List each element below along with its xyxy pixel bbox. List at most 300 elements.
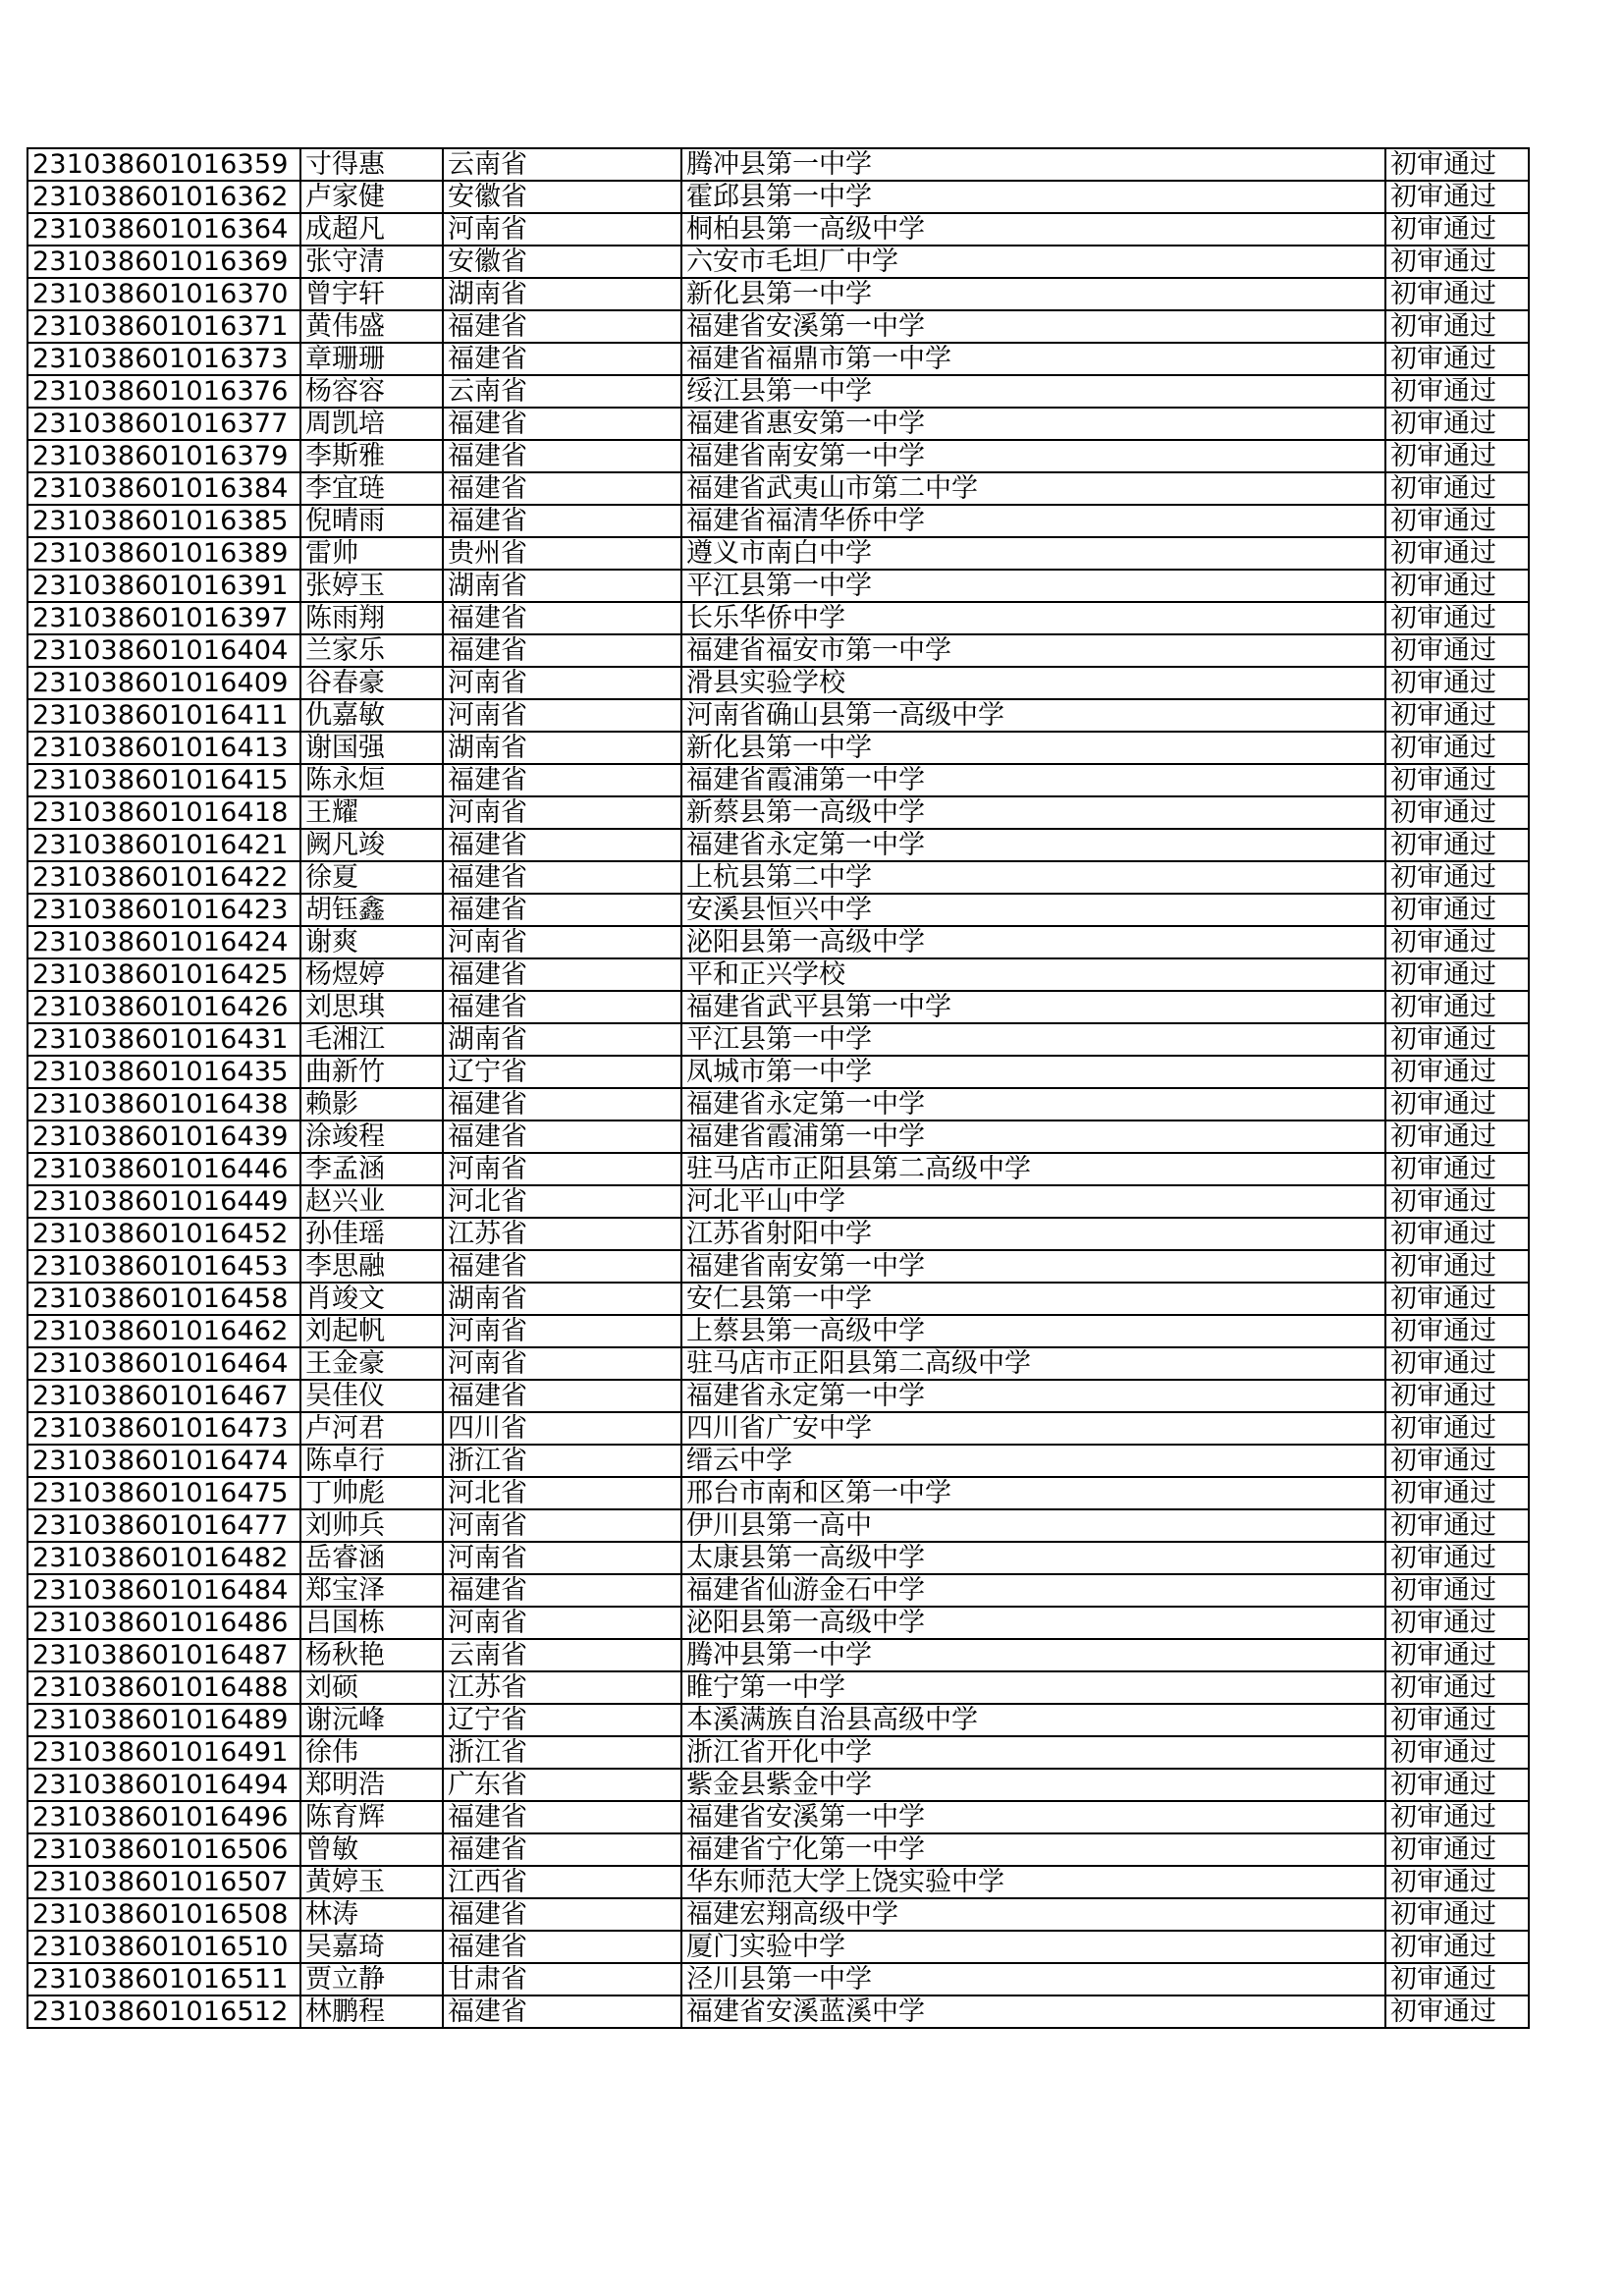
status-cell: 初审通过 (1385, 634, 1529, 667)
name-cell: 徐伟 (300, 1736, 443, 1769)
table-row (27, 1283, 1529, 1315)
province-cell: 湖南省 (443, 732, 681, 764)
school-cell: 江苏省射阳中学 (681, 1218, 1385, 1250)
status-cell: 初审通过 (1385, 408, 1529, 440)
name-cell: 谢国强 (300, 732, 443, 764)
candidate-id-cell: 231038601016452 (27, 1218, 300, 1250)
school-cell: 福建省永定第一中学 (681, 829, 1385, 861)
school-cell: 福建省安溪蓝溪中学 (681, 1995, 1385, 2028)
table-row (27, 1931, 1529, 1963)
province-cell: 江西省 (443, 1866, 681, 1898)
table-row (27, 829, 1529, 861)
province-cell: 河南省 (443, 667, 681, 699)
name-cell: 李思融 (300, 1250, 443, 1283)
province-cell: 广东省 (443, 1769, 681, 1801)
status-cell: 初审通过 (1385, 1023, 1529, 1056)
province-cell: 福建省 (443, 408, 681, 440)
name-cell: 毛湘江 (300, 1023, 443, 1056)
name-cell: 黄伟盛 (300, 310, 443, 343)
table-row (27, 602, 1529, 634)
candidate-id-cell: 231038601016415 (27, 764, 300, 796)
school-cell: 新蔡县第一高级中学 (681, 796, 1385, 829)
table-row (27, 861, 1529, 894)
school-cell: 平和正兴学校 (681, 958, 1385, 991)
candidate-id-cell: 231038601016377 (27, 408, 300, 440)
candidate-id-cell: 231038601016487 (27, 1639, 300, 1671)
province-cell: 福建省 (443, 894, 681, 926)
name-cell: 倪晴雨 (300, 505, 443, 537)
status-cell: 初审通过 (1385, 1056, 1529, 1088)
school-cell: 福建省霞浦第一中学 (681, 1121, 1385, 1153)
school-cell: 驻马店市正阳县第二高级中学 (681, 1153, 1385, 1185)
candidate-id-cell: 231038601016359 (27, 148, 300, 181)
status-cell: 初审通过 (1385, 310, 1529, 343)
table-row (27, 440, 1529, 472)
name-cell: 赵兴业 (300, 1185, 443, 1218)
table-row (27, 1347, 1529, 1380)
name-cell: 卢河君 (300, 1412, 443, 1445)
school-cell: 福建省仙游金石中学 (681, 1574, 1385, 1607)
status-cell: 初审通过 (1385, 1542, 1529, 1574)
table-row (27, 408, 1529, 440)
school-cell: 福建省福安市第一中学 (681, 634, 1385, 667)
candidate-id-cell: 231038601016510 (27, 1931, 300, 1963)
candidate-id-cell: 231038601016494 (27, 1769, 300, 1801)
name-cell: 李孟涵 (300, 1153, 443, 1185)
school-cell: 安仁县第一中学 (681, 1283, 1385, 1315)
status-cell: 初审通过 (1385, 375, 1529, 408)
candidate-id-cell: 231038601016491 (27, 1736, 300, 1769)
school-cell: 四川省广安中学 (681, 1412, 1385, 1445)
status-cell: 初审通过 (1385, 894, 1529, 926)
school-cell: 长乐华侨中学 (681, 602, 1385, 634)
table-row (27, 634, 1529, 667)
table-row (27, 1445, 1529, 1477)
province-cell: 江苏省 (443, 1671, 681, 1704)
table-row (27, 1833, 1529, 1866)
name-cell: 杨煜婷 (300, 958, 443, 991)
school-cell: 福建省南安第一中学 (681, 1250, 1385, 1283)
table-row (27, 1963, 1529, 1995)
status-cell: 初审通过 (1385, 1509, 1529, 1542)
name-cell: 谢爽 (300, 926, 443, 958)
candidate-id-cell: 231038601016424 (27, 926, 300, 958)
name-cell: 杨容容 (300, 375, 443, 408)
status-cell: 初审通过 (1385, 1315, 1529, 1347)
province-cell: 湖南省 (443, 1283, 681, 1315)
status-cell: 初审通过 (1385, 829, 1529, 861)
candidate-id-cell: 231038601016404 (27, 634, 300, 667)
province-cell: 河南省 (443, 1153, 681, 1185)
school-cell: 腾冲县第一中学 (681, 1639, 1385, 1671)
school-cell: 福建省永定第一中学 (681, 1088, 1385, 1121)
name-cell: 杨秋艳 (300, 1639, 443, 1671)
school-cell: 新化县第一中学 (681, 732, 1385, 764)
school-cell: 腾冲县第一中学 (681, 148, 1385, 181)
name-cell: 吴嘉琦 (300, 1931, 443, 1963)
table-row (27, 667, 1529, 699)
table-row (27, 570, 1529, 602)
candidate-id-cell: 231038601016364 (27, 213, 300, 246)
province-cell: 福建省 (443, 505, 681, 537)
province-cell: 河南省 (443, 699, 681, 732)
school-cell: 华东师范大学上饶实验中学 (681, 1866, 1385, 1898)
status-cell: 初审通过 (1385, 1185, 1529, 1218)
table-row (27, 991, 1529, 1023)
name-cell: 曲新竹 (300, 1056, 443, 1088)
province-cell: 福建省 (443, 343, 681, 375)
table-row (27, 1671, 1529, 1704)
province-cell: 云南省 (443, 375, 681, 408)
candidate-id-cell: 231038601016411 (27, 699, 300, 732)
name-cell: 曾敏 (300, 1833, 443, 1866)
table-body (27, 148, 1529, 2028)
school-cell: 上蔡县第一高级中学 (681, 1315, 1385, 1347)
name-cell: 张守清 (300, 246, 443, 278)
candidate-id-cell: 231038601016376 (27, 375, 300, 408)
province-cell: 福建省 (443, 1801, 681, 1833)
province-cell: 福建省 (443, 1931, 681, 1963)
candidate-id-cell: 231038601016477 (27, 1509, 300, 1542)
status-cell: 初审通过 (1385, 1833, 1529, 1866)
status-cell: 初审通过 (1385, 440, 1529, 472)
province-cell: 湖南省 (443, 278, 681, 310)
province-cell: 河南省 (443, 1347, 681, 1380)
province-cell: 福建省 (443, 764, 681, 796)
table-row (27, 537, 1529, 570)
province-cell: 福建省 (443, 440, 681, 472)
candidate-id-cell: 231038601016453 (27, 1250, 300, 1283)
status-cell: 初审通过 (1385, 278, 1529, 310)
province-cell: 福建省 (443, 1898, 681, 1931)
school-cell: 霍邱县第一中学 (681, 181, 1385, 213)
candidate-id-cell: 231038601016464 (27, 1347, 300, 1380)
candidate-id-cell: 231038601016474 (27, 1445, 300, 1477)
candidate-id-cell: 231038601016475 (27, 1477, 300, 1509)
table-row (27, 343, 1529, 375)
status-cell: 初审通过 (1385, 764, 1529, 796)
province-cell: 福建省 (443, 310, 681, 343)
name-cell: 卢家健 (300, 181, 443, 213)
table-row (27, 148, 1529, 181)
status-cell: 初审通过 (1385, 1736, 1529, 1769)
name-cell: 李斯雅 (300, 440, 443, 472)
province-cell: 福建省 (443, 991, 681, 1023)
province-cell: 河南省 (443, 1315, 681, 1347)
status-cell: 初审通过 (1385, 1801, 1529, 1833)
school-cell: 福建省武夷山市第二中学 (681, 472, 1385, 505)
candidate-id-cell: 231038601016397 (27, 602, 300, 634)
candidate-id-cell: 231038601016373 (27, 343, 300, 375)
name-cell: 吴佳仪 (300, 1380, 443, 1412)
candidate-id-cell: 231038601016507 (27, 1866, 300, 1898)
candidate-id-cell: 231038601016449 (27, 1185, 300, 1218)
name-cell: 兰家乐 (300, 634, 443, 667)
table-row (27, 1995, 1529, 2028)
school-cell: 六安市毛坦厂中学 (681, 246, 1385, 278)
school-cell: 驻马店市正阳县第二高级中学 (681, 1347, 1385, 1380)
school-cell: 本溪满族自治县高级中学 (681, 1704, 1385, 1736)
province-cell: 河北省 (443, 1477, 681, 1509)
candidate-id-cell: 231038601016506 (27, 1833, 300, 1866)
school-cell: 福建省福清华侨中学 (681, 505, 1385, 537)
table-row (27, 1121, 1529, 1153)
province-cell: 福建省 (443, 472, 681, 505)
province-cell: 福建省 (443, 1121, 681, 1153)
province-cell: 河南省 (443, 926, 681, 958)
school-cell: 睢宁第一中学 (681, 1671, 1385, 1704)
candidate-id-cell: 231038601016508 (27, 1898, 300, 1931)
status-cell: 初审通过 (1385, 732, 1529, 764)
school-cell: 泾川县第一中学 (681, 1963, 1385, 1995)
candidate-id-cell: 231038601016422 (27, 861, 300, 894)
status-cell: 初审通过 (1385, 991, 1529, 1023)
status-cell: 初审通过 (1385, 1607, 1529, 1639)
school-cell: 遵义市南白中学 (681, 537, 1385, 570)
status-cell: 初审通过 (1385, 1121, 1529, 1153)
candidate-id-cell: 231038601016435 (27, 1056, 300, 1088)
candidate-id-cell: 231038601016438 (27, 1088, 300, 1121)
province-cell: 河北省 (443, 1185, 681, 1218)
name-cell: 刘思琪 (300, 991, 443, 1023)
table-row (27, 796, 1529, 829)
table-row (27, 1412, 1529, 1445)
province-cell: 甘肃省 (443, 1963, 681, 1995)
school-cell: 福建省福鼎市第一中学 (681, 343, 1385, 375)
table-row (27, 894, 1529, 926)
candidate-id-cell: 231038601016413 (27, 732, 300, 764)
table-row (27, 1898, 1529, 1931)
status-cell: 初审通过 (1385, 1250, 1529, 1283)
status-cell: 初审通过 (1385, 699, 1529, 732)
candidate-id-cell: 231038601016446 (27, 1153, 300, 1185)
status-cell: 初审通过 (1385, 1704, 1529, 1736)
name-cell: 刘起帆 (300, 1315, 443, 1347)
table-row (27, 278, 1529, 310)
candidate-id-cell: 231038601016496 (27, 1801, 300, 1833)
school-cell: 泌阳县第一高级中学 (681, 1607, 1385, 1639)
table-row (27, 1769, 1529, 1801)
province-cell: 浙江省 (443, 1736, 681, 1769)
candidate-id-cell: 231038601016409 (27, 667, 300, 699)
name-cell: 谢沅峰 (300, 1704, 443, 1736)
status-cell: 初审通过 (1385, 667, 1529, 699)
school-cell: 福建省惠安第一中学 (681, 408, 1385, 440)
status-cell: 初审通过 (1385, 1671, 1529, 1704)
province-cell: 湖南省 (443, 570, 681, 602)
school-cell: 福建省宁化第一中学 (681, 1833, 1385, 1866)
table-row (27, 1056, 1529, 1088)
province-cell: 浙江省 (443, 1445, 681, 1477)
candidate-id-cell: 231038601016484 (27, 1574, 300, 1607)
candidate-id-cell: 231038601016389 (27, 537, 300, 570)
name-cell: 刘帅兵 (300, 1509, 443, 1542)
name-cell: 雷帅 (300, 537, 443, 570)
name-cell: 涂竣程 (300, 1121, 443, 1153)
province-cell: 河南省 (443, 1509, 681, 1542)
table-row (27, 1380, 1529, 1412)
name-cell: 周凯培 (300, 408, 443, 440)
name-cell: 刘硕 (300, 1671, 443, 1704)
candidate-id-cell: 231038601016473 (27, 1412, 300, 1445)
name-cell: 陈卓行 (300, 1445, 443, 1477)
school-cell: 福建省武平县第一中学 (681, 991, 1385, 1023)
candidate-id-cell: 231038601016362 (27, 181, 300, 213)
table-row (27, 310, 1529, 343)
province-cell: 江苏省 (443, 1218, 681, 1250)
candidate-id-cell: 231038601016369 (27, 246, 300, 278)
status-cell: 初审通过 (1385, 1347, 1529, 1380)
status-cell: 初审通过 (1385, 148, 1529, 181)
status-cell: 初审通过 (1385, 1445, 1529, 1477)
table-row (27, 472, 1529, 505)
province-cell: 河南省 (443, 1607, 681, 1639)
table-row (27, 1704, 1529, 1736)
status-cell: 初审通过 (1385, 1412, 1529, 1445)
table-row (27, 1607, 1529, 1639)
school-cell: 河北平山中学 (681, 1185, 1385, 1218)
name-cell: 徐夏 (300, 861, 443, 894)
status-cell: 初审通过 (1385, 1639, 1529, 1671)
school-cell: 新化县第一中学 (681, 278, 1385, 310)
school-cell: 福建省永定第一中学 (681, 1380, 1385, 1412)
status-cell: 初审通过 (1385, 1283, 1529, 1315)
table-row (27, 505, 1529, 537)
status-cell: 初审通过 (1385, 1218, 1529, 1250)
school-cell: 紫金县紫金中学 (681, 1769, 1385, 1801)
status-cell: 初审通过 (1385, 472, 1529, 505)
status-cell: 初审通过 (1385, 1963, 1529, 1995)
candidate-id-cell: 231038601016462 (27, 1315, 300, 1347)
table-row (27, 181, 1529, 213)
school-cell: 泌阳县第一高级中学 (681, 926, 1385, 958)
province-cell: 福建省 (443, 1088, 681, 1121)
name-cell: 林涛 (300, 1898, 443, 1931)
status-cell: 初审通过 (1385, 1153, 1529, 1185)
name-cell: 成超凡 (300, 213, 443, 246)
candidate-id-cell: 231038601016384 (27, 472, 300, 505)
table-row (27, 1250, 1529, 1283)
status-cell: 初审通过 (1385, 1898, 1529, 1931)
name-cell: 陈永烜 (300, 764, 443, 796)
status-cell: 初审通过 (1385, 1866, 1529, 1898)
school-cell: 福建宏翔高级中学 (681, 1898, 1385, 1931)
table-row (27, 1477, 1529, 1509)
school-cell: 平江县第一中学 (681, 570, 1385, 602)
table-row (27, 1801, 1529, 1833)
province-cell: 福建省 (443, 1995, 681, 2028)
province-cell: 福建省 (443, 958, 681, 991)
candidate-id-cell: 231038601016370 (27, 278, 300, 310)
table-row (27, 1023, 1529, 1056)
candidate-id-cell: 231038601016482 (27, 1542, 300, 1574)
province-cell: 福建省 (443, 1574, 681, 1607)
name-cell: 陈育辉 (300, 1801, 443, 1833)
candidate-id-cell: 231038601016511 (27, 1963, 300, 1995)
name-cell: 丁帅彪 (300, 1477, 443, 1509)
province-cell: 云南省 (443, 148, 681, 181)
name-cell: 张婷玉 (300, 570, 443, 602)
province-cell: 安徽省 (443, 246, 681, 278)
school-cell: 厦门实验中学 (681, 1931, 1385, 1963)
table-row (27, 1866, 1529, 1898)
candidate-id-cell: 231038601016421 (27, 829, 300, 861)
candidate-id-cell: 231038601016489 (27, 1704, 300, 1736)
table-row (27, 732, 1529, 764)
table-row (27, 1218, 1529, 1250)
name-cell: 郑宝泽 (300, 1574, 443, 1607)
name-cell: 孙佳瑶 (300, 1218, 443, 1250)
table-row (27, 1185, 1529, 1218)
candidate-id-cell: 231038601016439 (27, 1121, 300, 1153)
candidate-id-cell: 231038601016486 (27, 1607, 300, 1639)
candidate-id-cell: 231038601016423 (27, 894, 300, 926)
name-cell: 贾立静 (300, 1963, 443, 1995)
school-cell: 福建省安溪第一中学 (681, 310, 1385, 343)
school-cell: 河南省确山县第一高级中学 (681, 699, 1385, 732)
status-cell: 初审通过 (1385, 1477, 1529, 1509)
candidate-id-cell: 231038601016385 (27, 505, 300, 537)
name-cell: 岳睿涵 (300, 1542, 443, 1574)
name-cell: 林鹏程 (300, 1995, 443, 2028)
table-row (27, 1542, 1529, 1574)
school-cell: 上杭县第二中学 (681, 861, 1385, 894)
applicant-table (27, 147, 1530, 2029)
school-cell: 伊川县第一高中 (681, 1509, 1385, 1542)
school-cell: 福建省安溪第一中学 (681, 1801, 1385, 1833)
name-cell: 李宜琏 (300, 472, 443, 505)
province-cell: 河南省 (443, 1542, 681, 1574)
status-cell: 初审通过 (1385, 181, 1529, 213)
name-cell: 吕国栋 (300, 1607, 443, 1639)
province-cell: 福建省 (443, 861, 681, 894)
candidate-id-cell: 231038601016418 (27, 796, 300, 829)
name-cell: 曾宇轩 (300, 278, 443, 310)
school-cell: 绥江县第一中学 (681, 375, 1385, 408)
province-cell: 福建省 (443, 602, 681, 634)
name-cell: 仇嘉敏 (300, 699, 443, 732)
province-cell: 河南省 (443, 796, 681, 829)
status-cell: 初审通过 (1385, 246, 1529, 278)
table-row (27, 1736, 1529, 1769)
candidate-id-cell: 231038601016371 (27, 310, 300, 343)
province-cell: 贵州省 (443, 537, 681, 570)
name-cell: 王金豪 (300, 1347, 443, 1380)
table-row (27, 1574, 1529, 1607)
name-cell: 黄婷玉 (300, 1866, 443, 1898)
school-cell: 浙江省开化中学 (681, 1736, 1385, 1769)
school-cell: 邢台市南和区第一中学 (681, 1477, 1385, 1509)
status-cell: 初审通过 (1385, 958, 1529, 991)
province-cell: 福建省 (443, 829, 681, 861)
table-row (27, 213, 1529, 246)
name-cell: 阙凡竣 (300, 829, 443, 861)
table-row (27, 1315, 1529, 1347)
school-cell: 桐柏县第一高级中学 (681, 213, 1385, 246)
status-cell: 初审通过 (1385, 1380, 1529, 1412)
province-cell: 湖南省 (443, 1023, 681, 1056)
status-cell: 初审通过 (1385, 796, 1529, 829)
candidate-id-cell: 231038601016488 (27, 1671, 300, 1704)
province-cell: 云南省 (443, 1639, 681, 1671)
province-cell: 福建省 (443, 1833, 681, 1866)
table-row (27, 246, 1529, 278)
table-row (27, 1088, 1529, 1121)
school-cell: 太康县第一高级中学 (681, 1542, 1385, 1574)
status-cell: 初审通过 (1385, 537, 1529, 570)
status-cell: 初审通过 (1385, 926, 1529, 958)
status-cell: 初审通过 (1385, 343, 1529, 375)
